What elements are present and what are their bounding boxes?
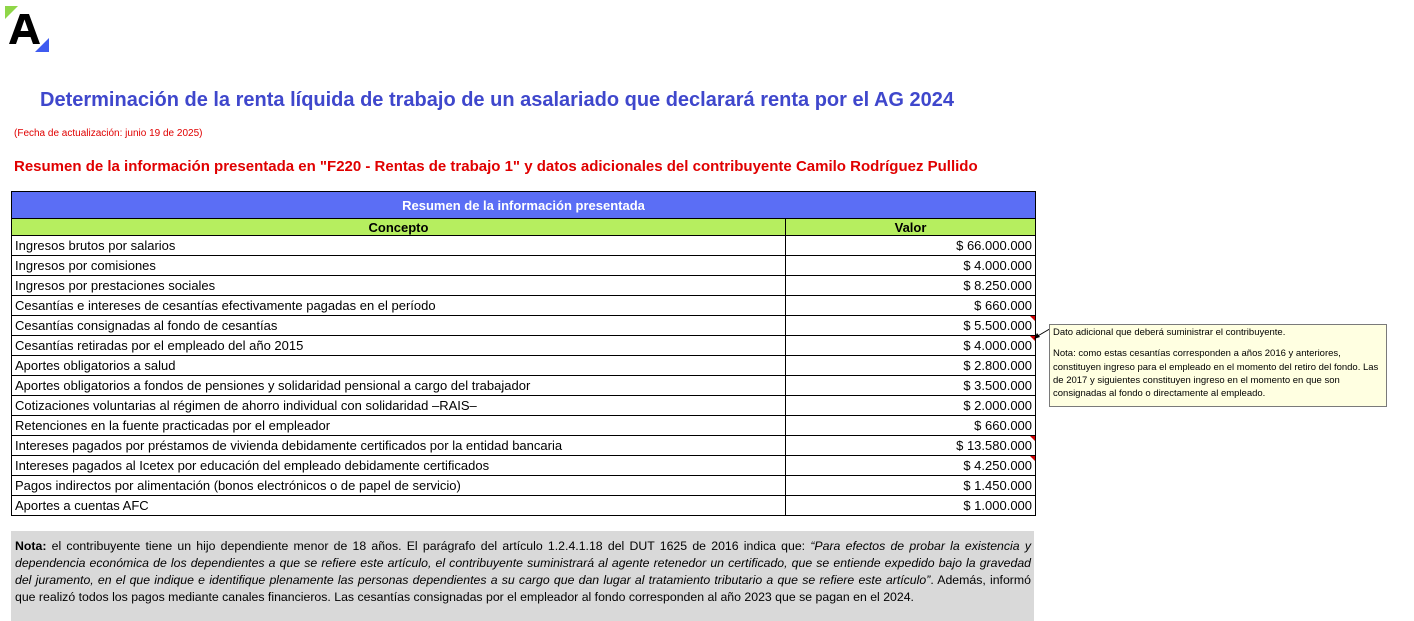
table-row [12,236,1036,256]
table-caption: Resumen de la información presentada [12,192,1036,219]
table-row [12,336,1036,356]
brand-logo [5,6,51,52]
page-title: Determinación de la renta líquida de trabajo de un asalariado que declarará renta por el AG 2024 [40,89,955,111]
table-row [12,316,1036,336]
value-cell: $ 66.000.000 [786,236,1036,256]
value-cell: $ 2.000.000 [786,396,1036,416]
comment-indicator[interactable] [1030,436,1035,441]
value-cell: $ 1.450.000 [786,476,1036,496]
summary-table [11,191,1036,516]
logo-green-corner [5,6,18,19]
concept-cell: Cesantías retiradas por el empleado del año 2015 [12,336,786,356]
footnote-intro: el contribuyente tiene un hijo dependiente menor de 18 años. El parágrafo del artículo 1.2.4.1.18 del DUT 1625 de 2016 indica que: [46,539,811,553]
concept-cell: Cesantías e intereses de cesantías efectivamente pagadas en el período [12,296,786,316]
table-row [12,296,1036,316]
value-cell: $ 1.000.000 [786,496,1036,516]
concept-cell: Aportes obligatorios a fondos de pensiones y solidaridad pensional a cargo del trabajador [12,376,786,396]
value-cell [786,336,1036,356]
value-cell: $ 660.000 [786,416,1036,436]
value-cell: $ 3.500.000 [786,376,1036,396]
concept-cell: Intereses pagados al Icetex por educación del empleado debidamente certificados [12,456,786,476]
table-row [12,376,1036,396]
value-cell [786,436,1036,456]
value-text: $ 4.250.000 [963,457,1033,473]
concept-cell: Aportes obligatorios a salud [12,356,786,376]
table-row [12,356,1036,376]
value-text: $ 5.500.000 [963,317,1033,333]
value-cell: $ 4.000.000 [786,256,1036,276]
value-cell: $ 8.250.000 [786,276,1036,296]
concept-cell: Ingresos por prestaciones sociales [12,276,786,296]
footnote-rest: . Además, informó que realizó todos los pagos mediante canales financieros. Las cesantías consignadas por el empleador al fondo corresponden al año 2023 que se pagan en el 2024. [15,573,1031,604]
table-row [12,256,1036,276]
footnote-label: Nota: [15,539,47,553]
value-text: $ 4.000.000 [963,337,1033,353]
logo-letter-a [9,14,40,44]
cell-comment [1049,324,1387,407]
concept-cell: Cotizaciones voluntarias al régimen de ahorro individual con solidaridad –RAIS– [12,396,786,416]
comment-indicator[interactable] [1030,456,1035,461]
concept-cell: Pagos indirectos por alimentación (bonos electrónicos o de papel de servicio) [12,476,786,496]
concept-cell: Retenciones en la fuente practicadas por el empleador [12,416,786,436]
table-row [12,416,1036,436]
comment-note: Nota: como estas cesantías corresponden a años 2016 y anteriores, constituyen ingreso para el empleado en el momento del retiro del fondo. Las de 2017 y siguientes constituyen ingreso en el momento en que son consignadas al fondo o directamente al empleado. [1053,348,1379,400]
column-header-concept: Concepto [12,219,786,236]
concept-cell: Intereses pagados por préstamos de vivienda debidamente certificados por la entidad bancaria [12,436,786,456]
concept-cell: Ingresos brutos por salarios [12,236,786,256]
table-row [12,456,1036,476]
table-row [12,476,1036,496]
comment-indicator[interactable] [1030,316,1035,321]
value-cell: $ 2.800.000 [786,356,1036,376]
table-row [12,436,1036,456]
column-header-value: Valor [786,219,1036,236]
concept-cell: Cesantías consignadas al fondo de cesantías [12,316,786,336]
table-row [12,396,1036,416]
table-row [12,276,1036,296]
concept-cell: Ingresos por comisiones [12,256,786,276]
value-cell [786,316,1036,336]
value-cell: $ 660.000 [786,296,1036,316]
table-row [12,496,1036,516]
concept-cell: Aportes a cuentas AFC [12,496,786,516]
section-subtitle: Resumen de la información presentada en "F220 - Rentas de trabajo 1" y datos adicionales del contribuyente Camilo Rodríguez Pullido [14,158,978,175]
comment-line: Dato adicional que deberá suministrar el contribuyente. [1053,327,1286,338]
update-date: (Fecha de actualización: junio 19 de 2025) [14,128,203,139]
value-cell [786,456,1036,476]
footnote-quote: “Para efectos de probar la existencia y dependencia económica de los dependientes a que se refiere este artículo, el contribuyente suministrará al agente retenedor un certificado, que se entiende expedido bajo la gravedad del juramento, en el que indique e identifique plenamente las personas dependientes a su cargo que dan lugar al tratamiento tributario a que se refiere este artículo” [15,539,1031,587]
footnote-box [11,531,1034,621]
value-text: $ 13.580.000 [956,437,1033,453]
